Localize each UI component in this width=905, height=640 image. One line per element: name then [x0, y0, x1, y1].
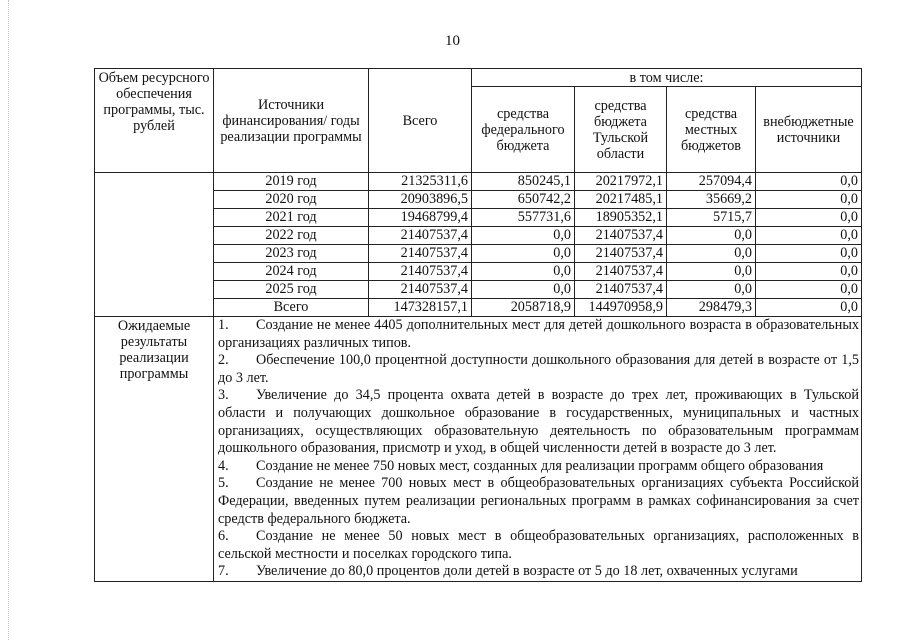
row-federal: 0,0 — [472, 227, 575, 245]
row-tula: 21407537,4 — [575, 281, 667, 299]
row-local: 0,0 — [667, 245, 756, 263]
row-year: 2024 год — [214, 263, 369, 281]
item-number: 1. — [218, 317, 229, 333]
row-offbudget: 0,0 — [756, 191, 862, 209]
item-number: 6. — [218, 528, 229, 545]
results-label: Ожидаемые результаты реализации программы — [95, 317, 214, 582]
row-tula: 21407537,4 — [575, 227, 667, 245]
resource-label: Объем ресурсного обеспечения программы, тыс. рублей — [95, 69, 214, 173]
header-federal: средства федерального бюджета — [472, 87, 575, 173]
item-text: Увеличение до 34,5 процента охвата детей в возрасте до трех лет, проживающих в Тульской области и получающих дошкольное образование в государственных, муниципальных и частных организациях, осуществляющих образовательную деятельность по образовательным программам дошкольного образования, присмотр и уход, в общей численности детей в возрасте до 3 лет. — [218, 387, 859, 457]
item-text: Создание не менее 700 новых мест в общеобразовательных организациях субъекта Российской Федерации, введенных путем реализации региональных программ в рамках софинансирования за счет средств федерального бюджета. — [218, 475, 859, 527]
results-list — [214, 317, 862, 582]
row-tula: 144970958,9 — [575, 299, 667, 317]
list-item — [218, 387, 859, 457]
row-tula: 21407537,4 — [575, 263, 667, 281]
row-offbudget: 0,0 — [756, 173, 862, 191]
row-local: 35669,2 — [667, 191, 756, 209]
row-total: 21407537,4 — [369, 263, 472, 281]
row-year: 2025 год — [214, 281, 369, 299]
item-number: 2. — [218, 352, 229, 369]
row-offbudget: 0,0 — [756, 299, 862, 317]
row-local: 0,0 — [667, 227, 756, 245]
row-offbudget: 0,0 — [756, 281, 862, 299]
item-text: Создание не менее 4405 дополнительных мест для детей дошкольного возраста в образовательных организациях различных типов. — [218, 317, 859, 351]
row-total: 21407537,4 — [369, 227, 472, 245]
row-total: 21325311,6 — [369, 173, 472, 191]
item-text: Увеличение до 80,0 процентов доли детей в возрасте от 5 до 18 лет, охваченных услугами — [256, 563, 798, 580]
row-year: 2022 год — [214, 227, 369, 245]
row-federal: 0,0 — [472, 263, 575, 281]
item-text: Создание не менее 750 новых мест, созданных для реализации программ общего образования — [256, 457, 824, 474]
row-year: 2021 год — [214, 209, 369, 227]
row-local: 0,0 — [667, 263, 756, 281]
header-local: средства местных бюджетов — [667, 87, 756, 173]
scan-edge — [8, 0, 15, 640]
funding-table — [94, 68, 862, 582]
row-year: 2020 год — [214, 191, 369, 209]
row-tula: 21407537,4 — [575, 245, 667, 263]
list-item — [218, 317, 859, 352]
header-tula: средства бюджета Тульской области — [575, 87, 667, 173]
resource-label-spacer — [95, 173, 214, 317]
row-federal: 0,0 — [472, 245, 575, 263]
row-local: 5715,7 — [667, 209, 756, 227]
row-offbudget: 0,0 — [756, 227, 862, 245]
row-total: 21407537,4 — [369, 281, 472, 299]
row-federal: 557731,6 — [472, 209, 575, 227]
item-text: Обеспечение 100,0 процентной доступности дошкольного образования для детей в возрасте от 1,5 до 3 лет. — [218, 352, 859, 386]
row-federal: 0,0 — [472, 281, 575, 299]
row-offbudget: 0,0 — [756, 263, 862, 281]
row-total: 20903896,5 — [369, 191, 472, 209]
list-item — [218, 458, 859, 476]
list-item — [218, 352, 859, 387]
row-year: Всего — [214, 299, 369, 317]
row-total: 147328157,1 — [369, 299, 472, 317]
header-source: Источники финансирования/ годы реализации программы — [214, 69, 369, 173]
row-tula: 20217485,1 — [575, 191, 667, 209]
row-total: 21407537,4 — [369, 245, 472, 263]
row-offbudget: 0,0 — [756, 209, 862, 227]
row-federal: 650742,2 — [472, 191, 575, 209]
row-year: 2019 год — [214, 173, 369, 191]
list-item — [218, 475, 859, 528]
row-tula: 18905352,1 — [575, 209, 667, 227]
item-number: 3. — [218, 387, 229, 404]
item-number: 5. — [218, 475, 229, 492]
row-year: 2023 год — [214, 245, 369, 263]
results-row — [95, 317, 862, 582]
row-tula: 20217972,1 — [575, 173, 667, 191]
row-local: 257094,4 — [667, 173, 756, 191]
item-number: 4. — [218, 457, 229, 474]
header-row-1 — [95, 69, 862, 87]
row-federal: 850245,1 — [472, 173, 575, 191]
header-offbudget: внебюджетные источники — [756, 87, 862, 173]
header-including: в том числе: — [472, 69, 862, 87]
row-total: 19468799,4 — [369, 209, 472, 227]
page-number: 10 — [445, 33, 460, 49]
row-local: 298479,3 — [667, 299, 756, 317]
row-offbudget: 0,0 — [756, 245, 862, 263]
table-row — [95, 173, 862, 191]
item-number: 7. — [218, 563, 229, 580]
row-federal: 2058718,9 — [472, 299, 575, 317]
item-text: Создание не менее 50 новых мест в общеобразовательных организациях, расположенных в сельской местности и поселках городского типа. — [218, 528, 859, 562]
header-total: Всего — [369, 69, 472, 173]
row-local: 0,0 — [667, 281, 756, 299]
list-item — [218, 528, 859, 563]
list-item — [218, 563, 859, 581]
